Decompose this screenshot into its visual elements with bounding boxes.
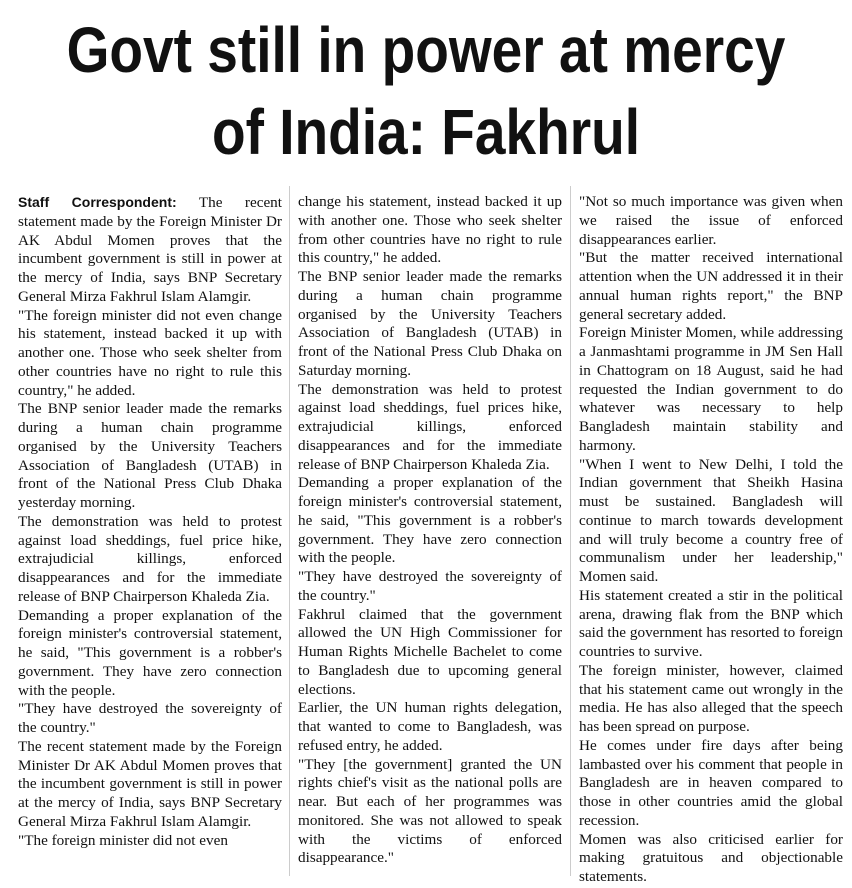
article-paragraph: Momen was also criticised earlier for making gratuitous and objectionable statements. [579, 830, 843, 885]
article-paragraph: Demanding a proper explanation of the foreign minister's controversial statement, he said, "This government is a robber's government. They have zero connection with the people. [18, 606, 282, 699]
article-paragraph: Foreign Minister Momen, while addressing a Janmashtami programme in JM Sen Hall in Chattogram on 18 August, said he had requested the Indian government to do whatever was necessary to help Bangladesh maintain stability and harmony. [579, 324, 843, 454]
article-paragraph: Earlier, the UN human rights delegation, that wanted to come to Bangladesh, was refused entry, he added. [298, 699, 562, 754]
headline-line-1: Govt still in power at mercy [66, 14, 786, 86]
headline-line-2: of India: Fakhrul [211, 96, 641, 168]
article-column-2 [298, 193, 562, 868]
article-paragraph: "The foreign minister did not even change his statement, instead backed it up with another one. Those who seek shelter from other countries have no right to rule this country," he added. [18, 306, 282, 399]
column-divider [289, 186, 290, 876]
article-paragraph: The recent statement made by the Foreign Minister Dr AK Abdul Momen proves that the incumbent government is still in power at the mercy of India, says BNP Secretary General Mirza Fakhrul Islam Alamgir. [18, 737, 282, 830]
article-column-3 [579, 193, 843, 887]
article-paragraph: "Not so much importance was given when we raised the issue of enforced disappearances earlier. [579, 193, 843, 248]
article-paragraph: "The foreign minister did not even [18, 831, 228, 849]
article-paragraph: "They have destroyed the sovereignty of the country." [298, 568, 562, 604]
article-paragraph: The BNP senior leader made the remarks during a human chain programme organised by the University Teachers Association of Bangladesh (UTAB) in front of the National Press Club Dhaka on Saturday morning. [298, 268, 562, 379]
paragraph-text: The recent statement made by the Foreign Minister Dr AK Abdul Momen proves that the incumbent government is still in power at the mercy of India, says BNP Secretary General Mirza Fakhrul Islam Alamgir. [18, 194, 282, 305]
article-column-1 [18, 193, 282, 850]
article-paragraph: "They [the government] granted the UN rights chief's visit as the national polls are near. But each of her programmes was monitored. She was not allowed to speak with the victims of enforced disappearance." [298, 755, 562, 867]
article-paragraph: The demonstration was held to protest against load sheddings, fuel price hike, extrajudicial killings, enforced disappearances and for the immediate release of BNP Chairperson Khaleda Zia. [18, 512, 282, 605]
byline: Staff Correspondent: [18, 194, 177, 210]
column-divider [570, 186, 571, 876]
article-paragraph: The BNP senior leader made the remarks during a human chain programme organised by the University Teachers Association of Bangladesh (UTAB) in front of the National Press Club Dhaka yesterday morning. [18, 400, 282, 511]
article-paragraph [18, 193, 282, 307]
article-paragraph: "But the matter received international attention when the UN addressed it in their annual human rights report," the BNP general secretary added. [579, 249, 843, 323]
article-paragraph: Demanding a proper explanation of the foreign minister's controversial statement, he said, "This government is a robber's government. They have zero connection with the people. [298, 474, 562, 567]
article-paragraph: His statement created a stir in the political arena, drawing flak from the BNP which said the government has resorted to foreign countries to survive. [579, 586, 843, 660]
article-paragraph: Fakhrul claimed that the government allowed the UN High Commissioner for Human Rights Michelle Bachelet to come to Bangladesh due to upcoming general elections. [298, 605, 562, 698]
article-paragraph: "They have destroyed the sovereignty of the country." [18, 700, 282, 736]
article-paragraph: "When I went to New Delhi, I told the Indian government that Sheikh Hasina must be sustained. Bangladesh will continue to march towards development and will truly become a country free of communalism under her leadership," Momen said. [579, 455, 843, 585]
article-paragraph: He comes under fire days after being lambasted over his comment that people in Bangladesh are in heaven compared to those in other countries amid the global recession. [579, 736, 843, 829]
article-paragraph: change his statement, instead backed it up with another one. Those who seek shelter from other countries have no right to rule this country," he added. [298, 193, 562, 267]
article-paragraph: The demonstration was held to protest against load sheddings, fuel prices hike, extrajudicial killings, enforced disappearances and for the immediate release of BNP Chairperson Khaleda Zia. [298, 380, 562, 473]
article-paragraph: The foreign minister, however, claimed that his statement came out wrongly in the media. He has also alleged that the speech has been spread on purpose. [579, 661, 843, 735]
